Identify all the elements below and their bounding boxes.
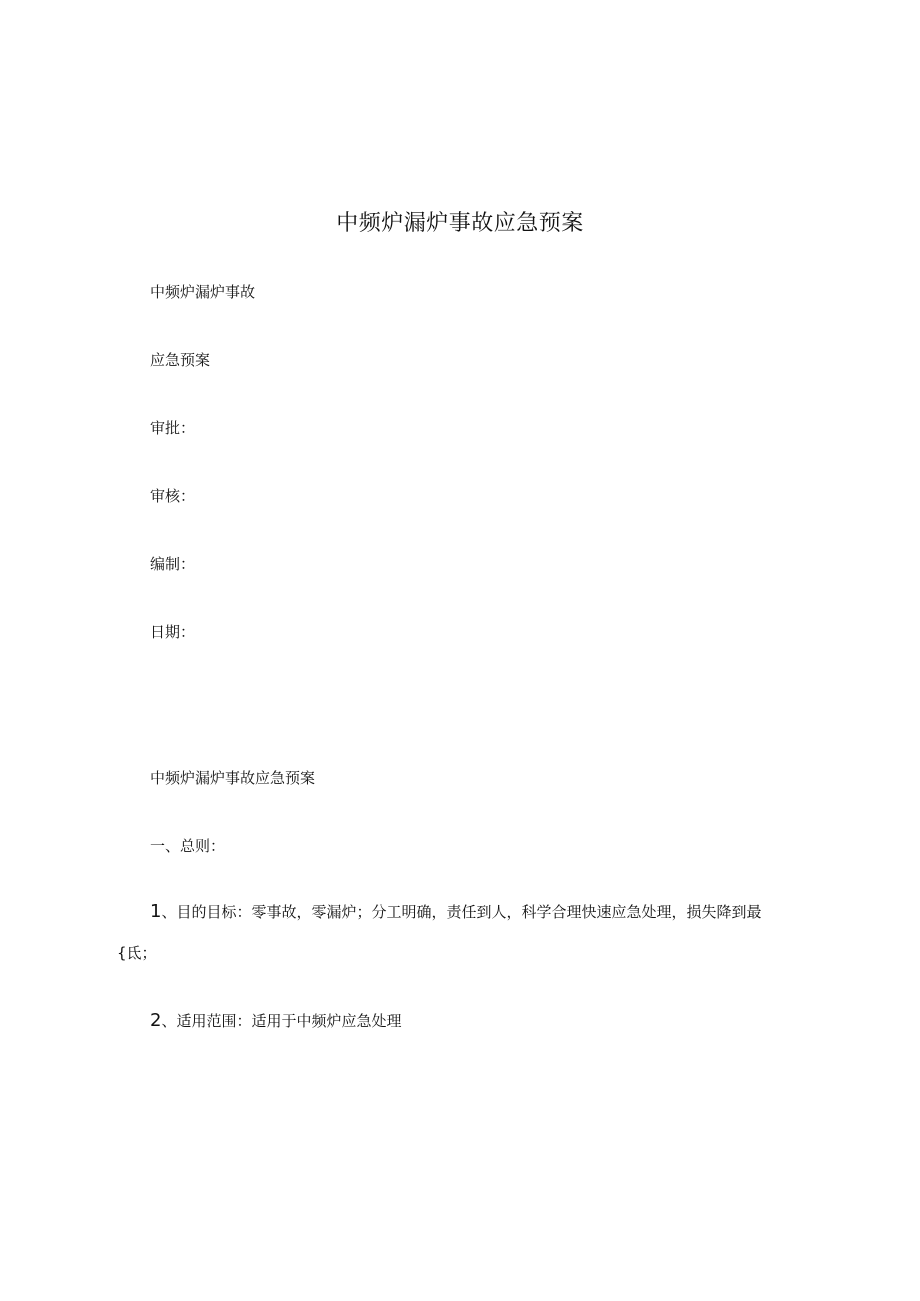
item-2-text: 、适用范围：适用于中频炉应急处理 bbox=[161, 1012, 402, 1030]
item-1 bbox=[150, 901, 761, 922]
body-heading: 中频炉漏炉事故应急预案 bbox=[150, 769, 316, 787]
approve-label: 审批： bbox=[150, 419, 196, 437]
review-label: 审核： bbox=[150, 487, 196, 505]
item-1-number: 1 bbox=[150, 901, 162, 922]
item-1-text: 、目的目标：零事故，零漏炉；分工明确，责任到人，科学合理快速应急处理，损失降到最 bbox=[161, 903, 762, 921]
cover-line-1: 中频炉漏炉事故 bbox=[150, 283, 256, 301]
item-2 bbox=[150, 1010, 401, 1031]
compile-label: 编制： bbox=[150, 555, 196, 573]
document-title: 中频炉漏炉事故应急预案 bbox=[336, 211, 584, 236]
item-1-continuation: {氐； bbox=[117, 944, 157, 962]
item-2-number: 2 bbox=[150, 1010, 162, 1031]
section-general: 一、总则： bbox=[150, 837, 226, 855]
cover-line-2: 应急预案 bbox=[150, 351, 211, 369]
date-label: 日期： bbox=[150, 623, 196, 641]
